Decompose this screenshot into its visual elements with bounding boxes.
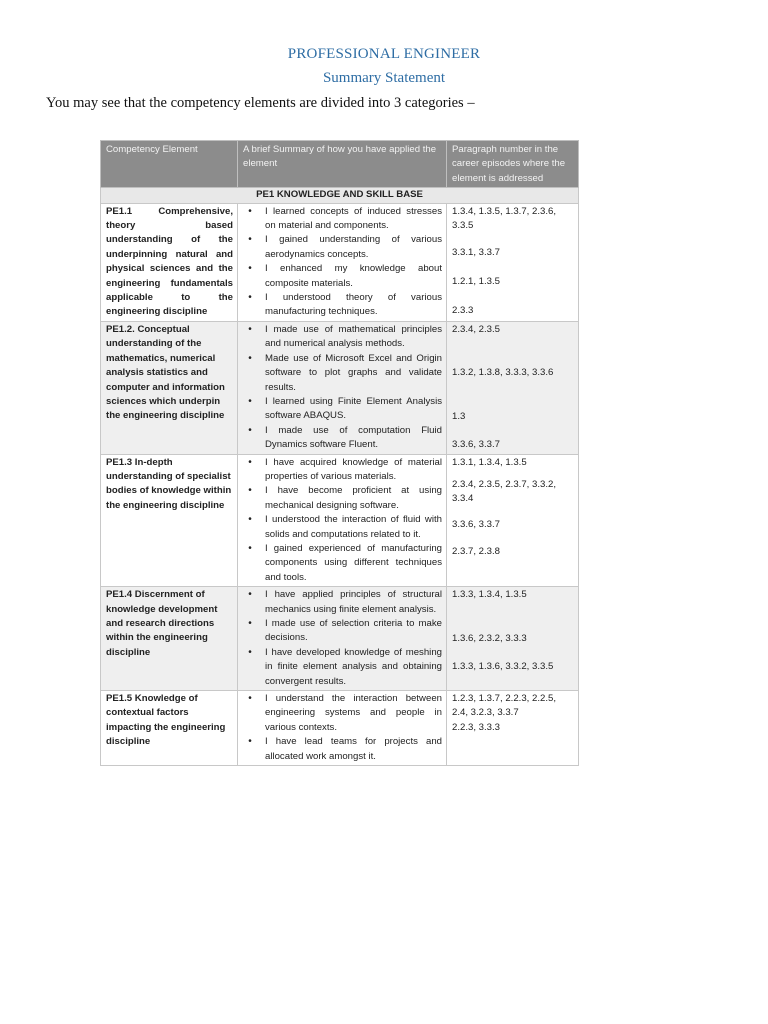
table-row xyxy=(101,321,579,454)
table-header-row xyxy=(101,141,579,188)
bullet-icon: • xyxy=(248,352,252,364)
paragraph-ref: 3.3.6, 3.3.7 xyxy=(452,518,501,530)
page-title: PROFESSIONAL ENGINEER xyxy=(287,46,481,62)
paragraph-ref: 1.3.4, 1.3.5, 1.3.7, 2.3.6, 3.3.5 xyxy=(452,205,557,232)
paragraph-ref: 1.3.3, 1.3.6, 3.3.2, 3.3.5 xyxy=(452,661,554,672)
bullet-icon: • xyxy=(248,736,252,748)
bullet-icon: • xyxy=(248,456,252,468)
competency-element-cell: PE1.1 Comprehensive, theory based understanding of the underpinning natural and physical sciences and the engineering fundamentals applicable to the engineering discipline xyxy=(101,203,238,321)
bullet-text: I have applied principles of structural mechanics using finite element analysis. xyxy=(265,589,442,615)
bullet-text: I have developed knowledge of meshing in finite element analysis and obtaining convergent results. xyxy=(265,646,442,687)
bullet-icon: • xyxy=(248,234,252,246)
bullet-text: I learned using Finite Element Analysis software ABAQUS. xyxy=(265,395,442,422)
bullet-icon: • xyxy=(248,514,252,526)
competency-element-cell: PE1.4 Discernment of knowledge development and research directions within the engineering discipline xyxy=(101,587,238,691)
header-paragraph-number: Paragraph number in the career episodes where the element is addressed xyxy=(447,141,579,188)
paragraph-ref: 3.3.1, 3.3.7 xyxy=(452,246,501,258)
bullet-text: I enhanced my knowledge about composite materials. xyxy=(265,263,442,289)
summary-bullet xyxy=(243,262,442,291)
summary-bullet xyxy=(243,617,442,646)
summary-bullet xyxy=(243,323,442,352)
summary-bullet xyxy=(243,542,442,585)
summary-bullet xyxy=(243,205,442,234)
section-row xyxy=(101,188,579,203)
bullet-text: I understood theory of various manufacturing techniques. xyxy=(265,292,442,318)
bullet-text: Made use of Microsoft Excel and Origin software to plot graphs and validate results. xyxy=(265,352,442,393)
bullet-text: I have become proficient at using mechanical designing software. xyxy=(265,485,442,511)
bullet-icon: • xyxy=(248,646,252,658)
paragraph-ref: 1.3.2, 1.3.8, 3.3.3, 3.3.6 xyxy=(452,367,554,379)
paragraph-cell xyxy=(447,454,579,587)
summary-cell xyxy=(238,587,447,691)
summary-bullet xyxy=(243,291,442,320)
summary-cell xyxy=(238,454,447,587)
paragraph-ref: 1.2.1, 1.3.5 xyxy=(452,276,501,288)
bullet-icon: • xyxy=(248,542,252,554)
paragraph-ref: 1.3.1, 1.3.4, 1.3.5 xyxy=(452,456,527,468)
paragraph-cell xyxy=(447,203,579,321)
bullet-text: I understand the interaction between engineering systems and people in various contexts. xyxy=(265,693,442,733)
paragraph-ref: 2.2.3, 3.3.3 xyxy=(452,721,501,733)
bullet-icon: • xyxy=(248,693,252,705)
paragraph-ref: 3.3.6, 3.3.7 xyxy=(452,439,501,451)
paragraph-ref: 2.3.4, 2.3.5, 2.3.7, 3.3.2, 3.3.4 xyxy=(452,478,557,505)
paragraph-ref: 2.3.7, 2.3.8 xyxy=(452,546,501,558)
bullet-text: I gained experienced of manufacturing components using different techniques and tools. xyxy=(265,542,442,583)
bullet-icon: • xyxy=(248,263,252,275)
summary-bullet xyxy=(243,456,442,485)
summary-cell xyxy=(238,203,447,321)
bullet-text: I made use of mathematical principles and numerical analysis methods. xyxy=(265,323,442,350)
summary-bullet xyxy=(243,646,442,689)
paragraph-ref: 1.3.6, 2.3.2, 3.3.3 xyxy=(452,632,527,644)
paragraph-ref: 1.2.3, 1.3.7, 2.2.3, 2.2.5, 2.4, 3.2.3, 3.3.7 xyxy=(452,693,557,719)
bullet-icon: • xyxy=(248,618,252,629)
bullet-icon: • xyxy=(248,485,252,497)
competency-element-cell: PE1.5 Knowledge of contextual factors impacting the engineering discipline xyxy=(101,691,238,766)
table-row xyxy=(101,454,579,587)
bullet-text: I have lead teams for projects and allocated work amongst it. xyxy=(265,736,442,762)
summary-bullet xyxy=(243,352,442,395)
intro-paragraph: You may see that the competency elements are divided into 3 categories – xyxy=(46,95,475,111)
paragraph-ref: 1.3.3, 1.3.4, 1.3.5 xyxy=(452,589,527,601)
summary-bullet xyxy=(243,233,442,262)
summary-cell xyxy=(238,691,447,766)
table-row xyxy=(101,587,579,691)
bullet-icon: • xyxy=(248,292,252,304)
header-competency-element: Competency Element xyxy=(101,141,238,188)
bullet-text: I learned concepts of induced stresses on material and components. xyxy=(265,205,442,232)
paragraph-ref: 2.3.3 xyxy=(452,305,474,317)
paragraph-cell xyxy=(447,321,579,454)
summary-bullet xyxy=(243,735,442,764)
table-row xyxy=(101,691,579,766)
bullet-icon: • xyxy=(248,589,252,601)
competency-element-cell: PE1.2. Conceptual understanding of the mathematics, numerical analysis statistics and computer and information sciences which underpin the engineering discipline xyxy=(101,321,238,454)
summary-bullet xyxy=(243,513,442,542)
table-row xyxy=(101,203,579,321)
bullet-text: I have acquired knowledge of material properties of various materials. xyxy=(265,456,442,482)
summary-bullet xyxy=(243,692,442,735)
bullet-text: I understood the interaction of fluid with solids and computations related to it. xyxy=(265,514,442,540)
competency-element-cell: PE1.3 In-depth understanding of specialist bodies of knowledge within the engineering discipline xyxy=(101,454,238,587)
summary-bullet xyxy=(243,424,442,453)
paragraph-ref: 1.3 xyxy=(452,410,466,422)
bullet-icon: • xyxy=(248,323,252,335)
paragraph-cell xyxy=(447,691,579,766)
bullet-text: I made use of computation Fluid Dynamics software Fluent. xyxy=(265,424,442,451)
paragraph-ref: 2.3.4, 2.3.5 xyxy=(452,323,501,335)
summary-bullet xyxy=(243,588,442,617)
bullet-icon: • xyxy=(248,424,252,436)
summary-cell xyxy=(238,321,447,454)
bullet-icon: • xyxy=(248,205,252,217)
page-subtitle: Summary Statement xyxy=(322,70,446,86)
bullet-icon: • xyxy=(248,395,252,407)
summary-bullet xyxy=(243,484,442,513)
bullet-text: I gained understanding of various aerodynamics concepts. xyxy=(265,234,442,260)
bullet-text: I made use of selection criteria to make decisions. xyxy=(265,618,442,644)
paragraph-cell xyxy=(447,587,579,691)
summary-bullet xyxy=(243,395,442,424)
header-summary: A brief Summary of how you have applied the element xyxy=(238,141,447,188)
competency-table xyxy=(100,140,579,766)
section-title: PE1 KNOWLEDGE AND SKILL BASE xyxy=(101,188,579,203)
